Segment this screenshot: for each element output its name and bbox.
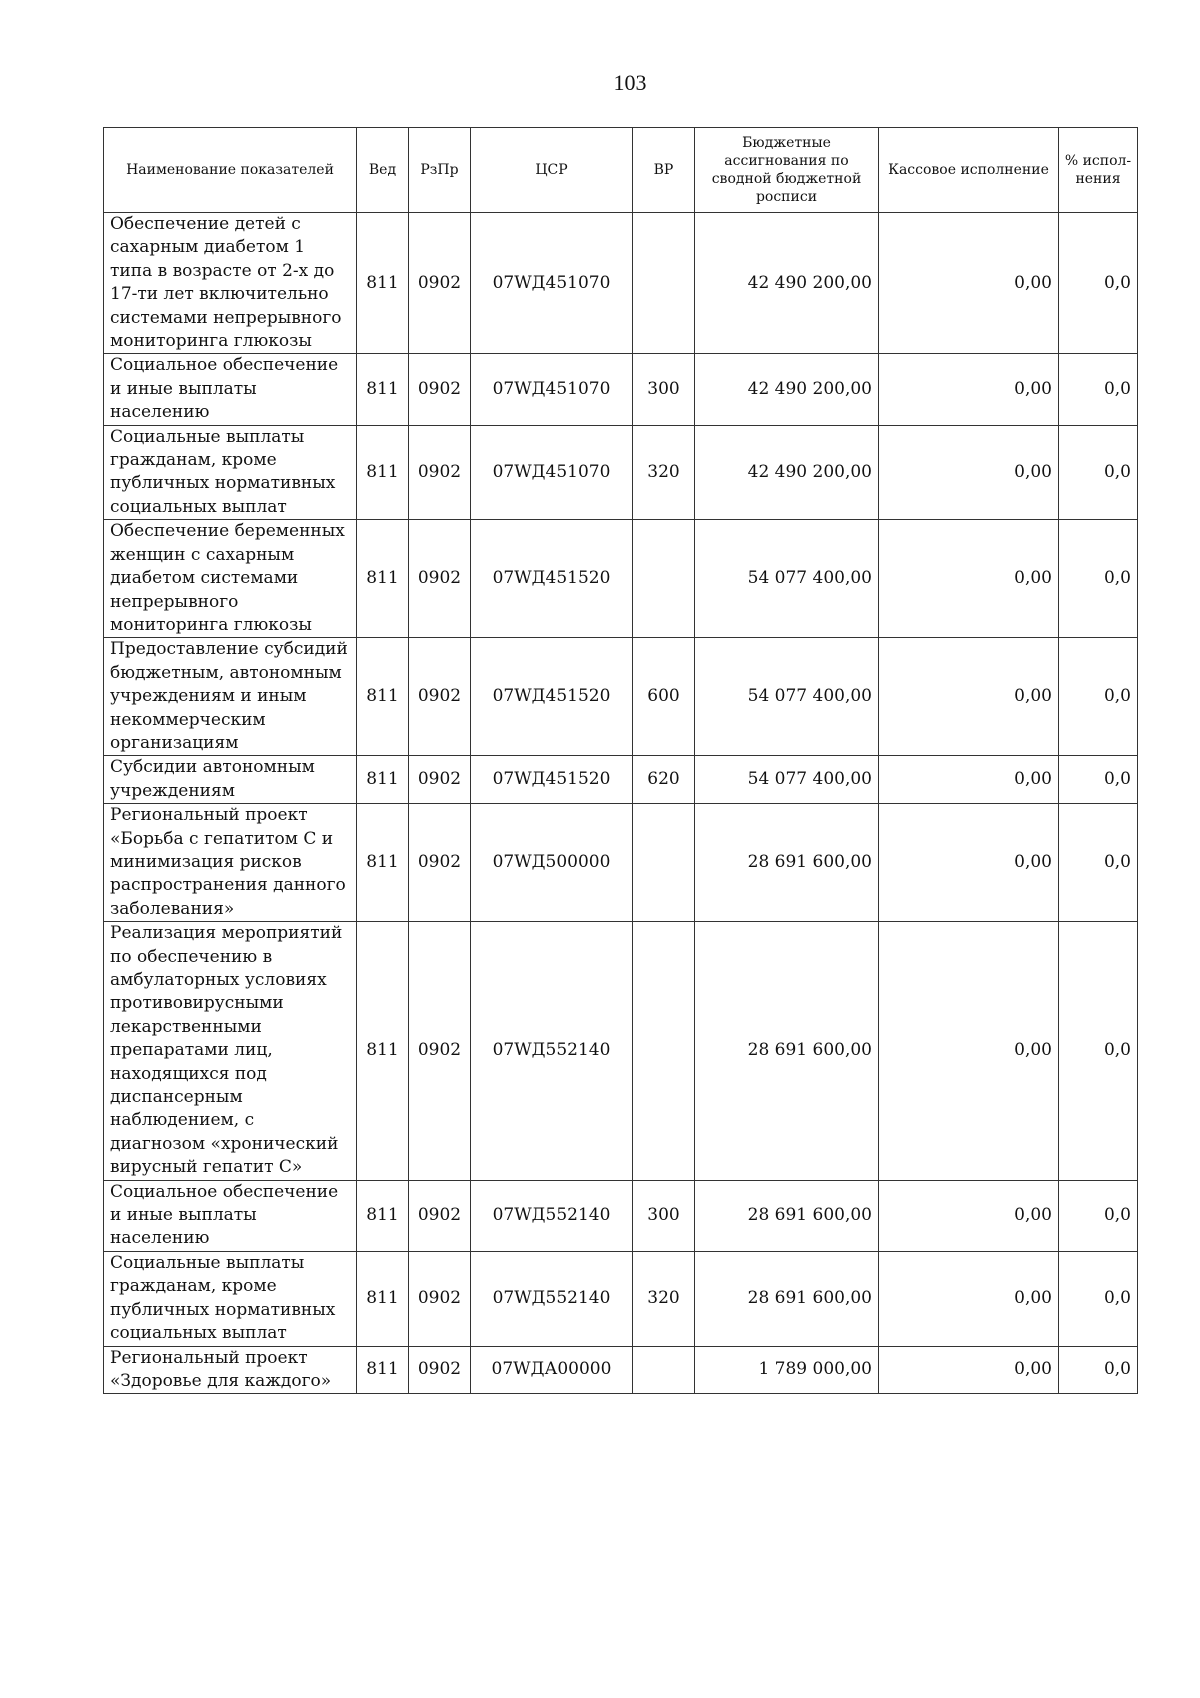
cell-rzpr: 0902 <box>409 425 471 520</box>
cell-budget: 1 789 000,00 <box>695 1346 879 1394</box>
cell-ved: 811 <box>357 213 409 354</box>
table-header-row <box>104 128 1138 213</box>
cell-rzpr: 0902 <box>409 354 471 425</box>
cell-pct: 0,0 <box>1059 520 1138 638</box>
cell-csr: 07WД552140 <box>471 1180 633 1251</box>
cell-pct: 0,0 <box>1059 354 1138 425</box>
cell-pct: 0,0 <box>1059 213 1138 354</box>
cell-ved: 811 <box>357 425 409 520</box>
cell-ved: 811 <box>357 520 409 638</box>
cell-name: Реализация мероприятий по обеспечению в амбулаторных условиях противовирусными лекарственными препаратами лиц, находящихся под диспансерным наблюдением, с диагнозом «хронический вирусный гепатит С» <box>104 922 357 1180</box>
cell-cash: 0,00 <box>879 213 1059 354</box>
cell-csr: 07WД451520 <box>471 756 633 804</box>
cell-csr: 07WД451520 <box>471 638 633 756</box>
cell-ved: 811 <box>357 1251 409 1346</box>
cell-budget: 28 691 600,00 <box>695 1180 879 1251</box>
cell-cash: 0,00 <box>879 520 1059 638</box>
cell-pct: 0,0 <box>1059 922 1138 1180</box>
cell-rzpr: 0902 <box>409 1180 471 1251</box>
cell-budget: 28 691 600,00 <box>695 1251 879 1346</box>
budget-execution-table <box>103 127 1138 1394</box>
cell-pct: 0,0 <box>1059 756 1138 804</box>
cell-pct: 0,0 <box>1059 1180 1138 1251</box>
table-row <box>104 638 1138 756</box>
table-row <box>104 520 1138 638</box>
table-row <box>104 756 1138 804</box>
cell-rzpr: 0902 <box>409 638 471 756</box>
cell-csr: 07WД451070 <box>471 354 633 425</box>
cell-cash: 0,00 <box>879 922 1059 1180</box>
cell-rzpr: 0902 <box>409 213 471 354</box>
cell-name: Социальные выплаты гражданам, кроме публичных нормативных социальных выплат <box>104 1251 357 1346</box>
cell-cash: 0,00 <box>879 756 1059 804</box>
cell-name: Региональный проект «Борьба с гепатитом С и минимизация рисков распространения данного заболевания» <box>104 804 357 922</box>
table-row <box>104 425 1138 520</box>
header-csr: ЦСР <box>471 128 633 213</box>
cell-name: Социальное обеспечение и иные выплаты населению <box>104 1180 357 1251</box>
cell-budget: 28 691 600,00 <box>695 804 879 922</box>
cell-pct: 0,0 <box>1059 425 1138 520</box>
cell-rzpr: 0902 <box>409 756 471 804</box>
cell-budget: 42 490 200,00 <box>695 425 879 520</box>
header-vr: ВР <box>633 128 695 213</box>
cell-vr: 620 <box>633 756 695 804</box>
header-budget: Бюджетные ассигнования по сводной бюджетной росписи <box>695 128 879 213</box>
table-row <box>104 1346 1138 1394</box>
cell-vr: 320 <box>633 1251 695 1346</box>
table-row <box>104 804 1138 922</box>
cell-vr <box>633 520 695 638</box>
cell-vr <box>633 804 695 922</box>
cell-pct: 0,0 <box>1059 804 1138 922</box>
cell-csr: 07WД451070 <box>471 425 633 520</box>
header-cash: Кассовое исполнение <box>879 128 1059 213</box>
cell-budget: 54 077 400,00 <box>695 638 879 756</box>
cell-csr: 07WДА00000 <box>471 1346 633 1394</box>
cell-name: Обеспечение беременных женщин с сахарным диабетом системами непрерывного мониторинга глюкозы <box>104 520 357 638</box>
cell-rzpr: 0902 <box>409 804 471 922</box>
table-row <box>104 354 1138 425</box>
header-ved: Вед <box>357 128 409 213</box>
header-pct: % испол-нения <box>1059 128 1138 213</box>
cell-vr: 600 <box>633 638 695 756</box>
cell-name: Обеспечение детей с сахарным диабетом 1 типа в возрасте от 2-х до 17-ти лет включительно системами непрерывного мониторинга глюкозы <box>104 213 357 354</box>
cell-csr: 07WД451520 <box>471 520 633 638</box>
cell-budget: 28 691 600,00 <box>695 922 879 1180</box>
cell-csr: 07WД552140 <box>471 922 633 1180</box>
cell-cash: 0,00 <box>879 1180 1059 1251</box>
cell-rzpr: 0902 <box>409 520 471 638</box>
cell-csr: 07WД500000 <box>471 804 633 922</box>
cell-ved: 811 <box>357 1180 409 1251</box>
cell-name: Региональный проект «Здоровье для каждого» <box>104 1346 357 1394</box>
cell-csr: 07WД552140 <box>471 1251 633 1346</box>
cell-vr: 300 <box>633 1180 695 1251</box>
cell-name: Социальное обеспечение и иные выплаты населению <box>104 354 357 425</box>
cell-budget: 42 490 200,00 <box>695 354 879 425</box>
table-row <box>104 922 1138 1180</box>
cell-cash: 0,00 <box>879 354 1059 425</box>
cell-ved: 811 <box>357 756 409 804</box>
page-number: 103 <box>613 70 647 95</box>
cell-cash: 0,00 <box>879 425 1059 520</box>
cell-cash: 0,00 <box>879 638 1059 756</box>
cell-pct: 0,0 <box>1059 638 1138 756</box>
cell-cash: 0,00 <box>879 1251 1059 1346</box>
cell-vr <box>633 213 695 354</box>
cell-vr: 320 <box>633 425 695 520</box>
cell-name: Предоставление субсидий бюджетным, автономным учреждениям и иным некоммерческим организациям <box>104 638 357 756</box>
cell-vr <box>633 922 695 1180</box>
cell-rzpr: 0902 <box>409 1346 471 1394</box>
header-name: Наименование показателей <box>104 128 357 213</box>
cell-vr: 300 <box>633 354 695 425</box>
table-row <box>104 1180 1138 1251</box>
cell-budget: 54 077 400,00 <box>695 520 879 638</box>
cell-ved: 811 <box>357 804 409 922</box>
header-rzpr: РзПр <box>409 128 471 213</box>
cell-budget: 54 077 400,00 <box>695 756 879 804</box>
cell-rzpr: 0902 <box>409 1251 471 1346</box>
table-row <box>104 213 1138 354</box>
cell-vr <box>633 1346 695 1394</box>
cell-csr: 07WД451070 <box>471 213 633 354</box>
cell-ved: 811 <box>357 1346 409 1394</box>
cell-name: Социальные выплаты гражданам, кроме публичных нормативных социальных выплат <box>104 425 357 520</box>
cell-ved: 811 <box>357 922 409 1180</box>
cell-pct: 0,0 <box>1059 1346 1138 1394</box>
cell-cash: 0,00 <box>879 804 1059 922</box>
table-row <box>104 1251 1138 1346</box>
cell-ved: 811 <box>357 638 409 756</box>
cell-budget: 42 490 200,00 <box>695 213 879 354</box>
cell-pct: 0,0 <box>1059 1251 1138 1346</box>
cell-ved: 811 <box>357 354 409 425</box>
cell-rzpr: 0902 <box>409 922 471 1180</box>
cell-cash: 0,00 <box>879 1346 1059 1394</box>
cell-name: Субсидии автономным учреждениям <box>104 756 357 804</box>
